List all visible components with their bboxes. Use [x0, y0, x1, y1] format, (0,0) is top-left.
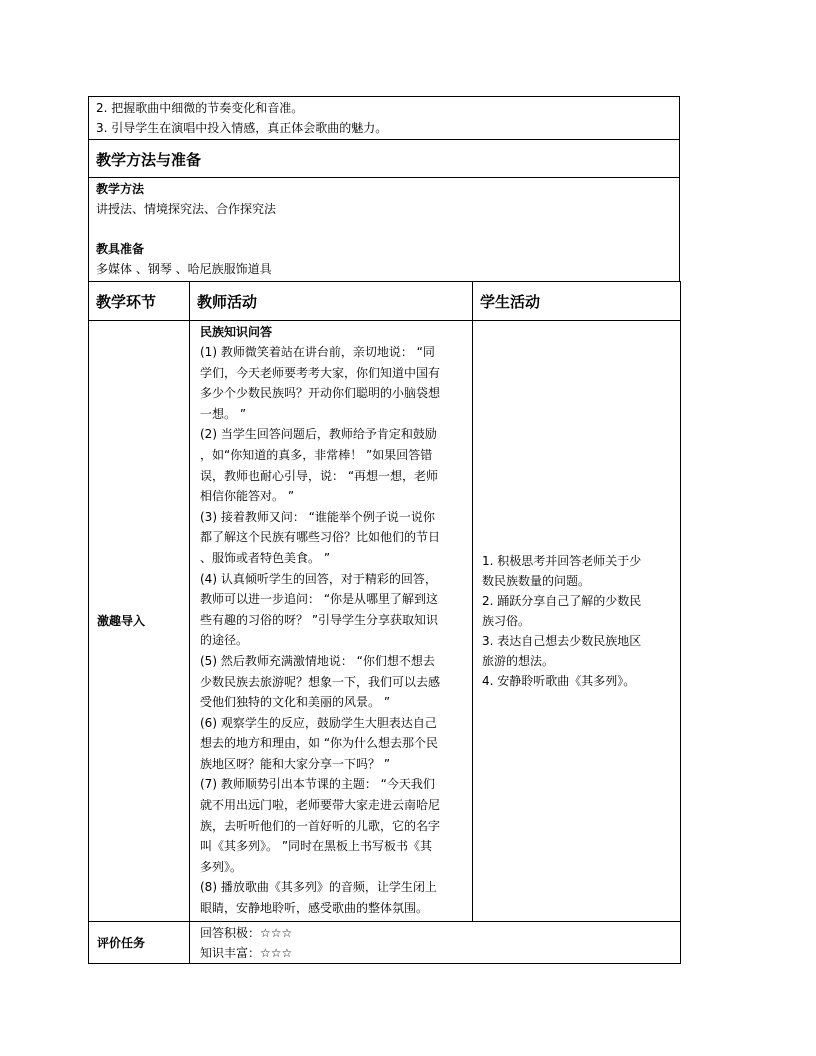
methods-title-row — [88, 139, 680, 177]
evaluation-item: 知识丰富：☆☆☆ — [200, 945, 293, 960]
student-activity-cell — [473, 321, 681, 922]
teacher-line: 、服饰或者特色美食。 ” — [200, 550, 331, 565]
teacher-line: (1) 教师微笑着站在讲台前，亲切地说： “同 — [200, 345, 435, 359]
method-heading: 教学方法 — [96, 182, 145, 196]
tools-heading: 教具准备 — [96, 242, 145, 256]
teacher-line: 教师可以进一步追问： “你是从哪里了解到这 — [200, 592, 439, 607]
teacher-line: (7) 教师顺势引出本节课的主题： “今天我们 — [200, 777, 435, 792]
teacher-line: 些有趣的习俗的呀？ ”引导学生分享获取知识 — [200, 612, 439, 627]
header-stage: 教学环节 — [89, 282, 190, 321]
student-line: 数民族数量的问题。 — [482, 573, 591, 588]
activity-table — [88, 281, 681, 964]
teacher-line: (2) 当学生回答问题后，教师给予肯定和鼓励 — [200, 427, 437, 442]
teacher-line: 受他们独特的文化和美丽的风景。 ” — [200, 695, 391, 710]
evaluation-row — [89, 921, 681, 963]
table-row — [89, 321, 681, 922]
student-line: 1. 积极思考并回答老师关于少 — [482, 553, 642, 568]
evaluation-label: 评价任务 — [89, 921, 190, 963]
teacher-line: 想去的地方和理由，如 “你为什么想去那个民 — [200, 736, 439, 751]
goal-line: 3. 引导学生在演唱中投入情感，真正体会歌曲的魅力。 — [96, 121, 388, 135]
teacher-line: (4) 认真倾听学生的回答，对于精彩的回答， — [200, 571, 437, 586]
student-line: 族习俗。 — [482, 613, 531, 628]
header-teacher: 教师活动 — [190, 282, 473, 321]
student-line: 旅游的想法。 — [482, 653, 555, 668]
teacher-line: 的途径。 — [200, 633, 249, 648]
lesson-plan-page — [88, 96, 680, 964]
teacher-line: (3) 接着教师又问： “谁能举个例子说一说你 — [200, 509, 435, 524]
teacher-line: (8) 播放歌曲《其多列》的音频，让学生闭上 — [200, 880, 437, 895]
stage-label: 激趣导入 — [89, 321, 190, 922]
teacher-line: 族，去听听他们的一首好听的儿歌，它的名字 — [200, 818, 441, 833]
goal-line: 2. 把握歌曲中细微的节奏变化和音准。 — [96, 101, 304, 115]
teacher-activity-cell — [190, 321, 473, 922]
evaluation-item: 回答积极：☆☆☆ — [200, 925, 293, 940]
teacher-line: 少数民族去旅游呢？想象一下，我们可以去感 — [200, 674, 441, 689]
teacher-line: 都了解这个民族有哪些习俗？比如他们的节日 — [200, 530, 441, 545]
tools-text: 多媒体 、钢琴 、哈尼族服饰道具 — [96, 262, 272, 276]
methods-box — [88, 177, 680, 281]
teacher-line: 一想。 ” — [200, 406, 247, 421]
teacher-line: (6) 观察学生的反应，鼓励学生大胆表达自己 — [200, 715, 437, 730]
teacher-line: 学们，今天老师要考考大家，你们知道中国有 — [200, 365, 441, 380]
teacher-line: 多列》。 — [200, 859, 243, 874]
teacher-line: 眼睛，安静地聆听，感受歌曲的整体氛围。 — [200, 901, 429, 916]
goals-box — [88, 96, 680, 139]
method-text: 讲授法、情境探究法、合作探究法 — [96, 202, 277, 216]
teacher-line: ，如“你知道的真多，非常棒！ ”如果回答错 — [200, 447, 433, 462]
teacher-activity-title: 民族知识问答 — [200, 325, 273, 339]
teacher-line: 就不用出远门啦，老师要带大家走进云南哈尼 — [200, 798, 441, 813]
student-line: 4. 安静聆听歌曲《其多列》。 — [482, 673, 636, 688]
teacher-line: (5) 然后教师充满激情地说： “你们想不想去 — [200, 653, 435, 668]
teacher-line: 叫《其多列》。 ”同时在黑板上书写板书《其 — [200, 839, 433, 854]
header-student: 学生活动 — [473, 282, 681, 321]
student-line: 3. 表达自己想去少数民族地区 — [482, 633, 642, 648]
teacher-line: 族地区呀？能和大家分享一下吗？ ” — [200, 756, 391, 771]
student-line: 2. 踊跃分享自己了解的少数民 — [482, 593, 642, 608]
teacher-line: 相信你能答对。 ” — [200, 489, 295, 504]
teacher-line: 误，教师也耐心引导，说： “再想一想，老师 — [200, 468, 439, 483]
evaluation-cell — [190, 921, 681, 963]
table-header-row — [89, 282, 681, 321]
methods-section-title: 教学方法与准备 — [96, 151, 202, 169]
teacher-line: 多少个少数民族吗？开动你们聪明的小脑袋想 — [200, 386, 441, 401]
